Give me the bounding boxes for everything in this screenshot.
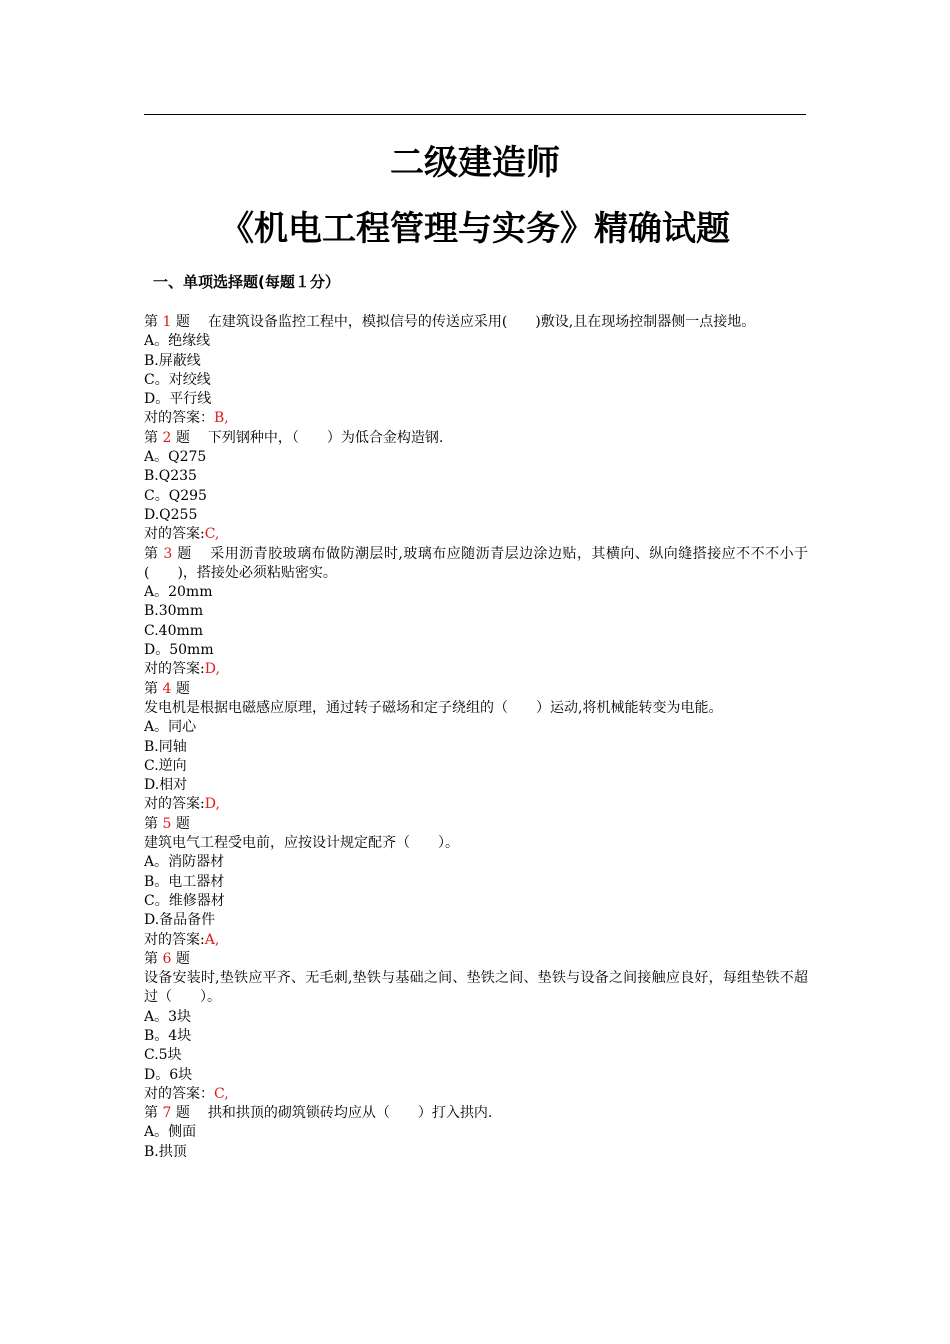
q-number: 4 bbox=[162, 680, 172, 697]
answer-label: 对的答案： bbox=[144, 410, 214, 427]
q-suffix: 题 bbox=[175, 1105, 190, 1122]
question-header bbox=[144, 429, 808, 448]
answer-label: 对的答案: bbox=[144, 931, 205, 948]
answer-label: 对的答案: bbox=[144, 661, 205, 678]
q-number: 1 bbox=[162, 314, 172, 330]
answer-value: B, bbox=[214, 410, 229, 427]
answer-label: 对的答案: bbox=[144, 796, 205, 813]
q-suffix: 题 bbox=[175, 815, 190, 832]
answer-value: D, bbox=[204, 796, 220, 813]
question-header bbox=[144, 950, 808, 969]
q-stem: 采用沥青胶玻璃布做防潮层时,玻璃布应随沥青层边涂边贴，其横向、纵向缝搭接应不不不小于( )，搭接处必须粘贴密实。 bbox=[144, 545, 809, 581]
option: D.Q255 bbox=[144, 506, 198, 523]
option: C.40mm bbox=[144, 622, 204, 639]
q-number: 2 bbox=[162, 429, 172, 446]
question-header bbox=[144, 1104, 808, 1123]
option: A。Q275 bbox=[144, 449, 207, 466]
option: B.拱顶 bbox=[144, 1143, 187, 1160]
q-stem: 拱和拱顶的砌筑锁砖均应从（ ）打入拱内. bbox=[207, 1105, 493, 1122]
question-header bbox=[144, 313, 808, 332]
q-prefix: 第 bbox=[144, 314, 158, 330]
q-stem: 发电机是根据电磁感应原理，通过转子磁场和定子绕组的（ ）运动,将机械能转变为电能。 bbox=[144, 699, 723, 716]
option: B.屏蔽线 bbox=[144, 352, 201, 369]
q-suffix: 题 bbox=[175, 680, 190, 697]
answer-value: C, bbox=[214, 1085, 229, 1102]
q-number: 6 bbox=[162, 950, 172, 967]
option: A。侧面 bbox=[144, 1124, 197, 1141]
q-suffix: 题 bbox=[177, 545, 192, 562]
q-prefix: 第 bbox=[144, 1105, 158, 1122]
q-stem: 在建筑设备监控工程中，模拟信号的传送应采用( )敷设,且在现场控制器侧一点接地。 bbox=[207, 314, 756, 330]
answer-line bbox=[144, 409, 808, 428]
option: D。6块 bbox=[144, 1066, 193, 1083]
answer-line bbox=[144, 525, 808, 544]
option: A。20mm bbox=[144, 584, 213, 601]
q-prefix: 第 bbox=[144, 545, 159, 562]
doc-title-line1: 二级建造师 bbox=[390, 143, 560, 183]
option: A。消防器材 bbox=[144, 854, 225, 871]
option: D.备品备件 bbox=[144, 912, 216, 929]
question-header bbox=[144, 680, 808, 699]
option: D。50mm bbox=[144, 642, 214, 659]
header-rule bbox=[144, 114, 806, 115]
option: B。电工器材 bbox=[144, 873, 225, 890]
option: A。3块 bbox=[144, 1008, 192, 1025]
q-prefix: 第 bbox=[144, 429, 158, 446]
option: D.相对 bbox=[144, 777, 188, 794]
option: C。对绞线 bbox=[144, 371, 211, 388]
option: C.5块 bbox=[144, 1047, 182, 1064]
q-number: 7 bbox=[162, 1105, 172, 1122]
q-suffix: 题 bbox=[175, 314, 190, 330]
answer-label: 对的答案: bbox=[144, 526, 205, 543]
q-prefix: 第 bbox=[144, 950, 158, 967]
question-header bbox=[144, 815, 808, 834]
q-prefix: 第 bbox=[144, 680, 158, 697]
q-suffix: 题 bbox=[175, 950, 190, 967]
option: B.Q235 bbox=[144, 468, 197, 485]
answer-line bbox=[144, 1085, 808, 1104]
answer-line bbox=[144, 931, 808, 950]
option: A。绝缘线 bbox=[144, 333, 211, 350]
section-heading: 一、单项选择题(每题１分） bbox=[153, 273, 340, 291]
q-stem: 下列钢种中，（ ）为低合金构造钢. bbox=[207, 429, 444, 446]
q-suffix: 题 bbox=[175, 429, 190, 446]
option: C。维修器材 bbox=[144, 892, 225, 909]
option: D。平行线 bbox=[144, 391, 212, 408]
option: B.30mm bbox=[144, 603, 204, 620]
answer-line bbox=[144, 660, 808, 679]
option: B。4块 bbox=[144, 1027, 192, 1044]
q-stem: 建筑电气工程受电前，应按设计规定配齐（ ）。 bbox=[144, 835, 459, 852]
q-number: 5 bbox=[162, 815, 172, 832]
q-number: 3 bbox=[163, 545, 173, 562]
answer-value: C, bbox=[204, 526, 220, 543]
answer-value: A, bbox=[204, 931, 220, 948]
q-stem: 设备安装时,垫铁应平齐、无毛刺,垫铁与基础之间、垫铁之间、垫铁与设备之间接触应良好，每组垫铁不超过（ ）。 bbox=[144, 970, 808, 1006]
q-prefix: 第 bbox=[144, 815, 158, 832]
question-list bbox=[144, 313, 808, 1162]
option: C。Q295 bbox=[144, 487, 207, 504]
option: A。同心 bbox=[144, 719, 197, 736]
answer-label: 对的答案： bbox=[144, 1085, 214, 1102]
answer-line bbox=[144, 795, 808, 814]
option: B.同轴 bbox=[144, 738, 187, 755]
answer-value: D, bbox=[204, 661, 220, 678]
question-header bbox=[144, 545, 808, 584]
doc-title-line2: 《机电工程管理与实务》精确试题 bbox=[220, 209, 730, 249]
option: C.逆向 bbox=[144, 757, 187, 774]
